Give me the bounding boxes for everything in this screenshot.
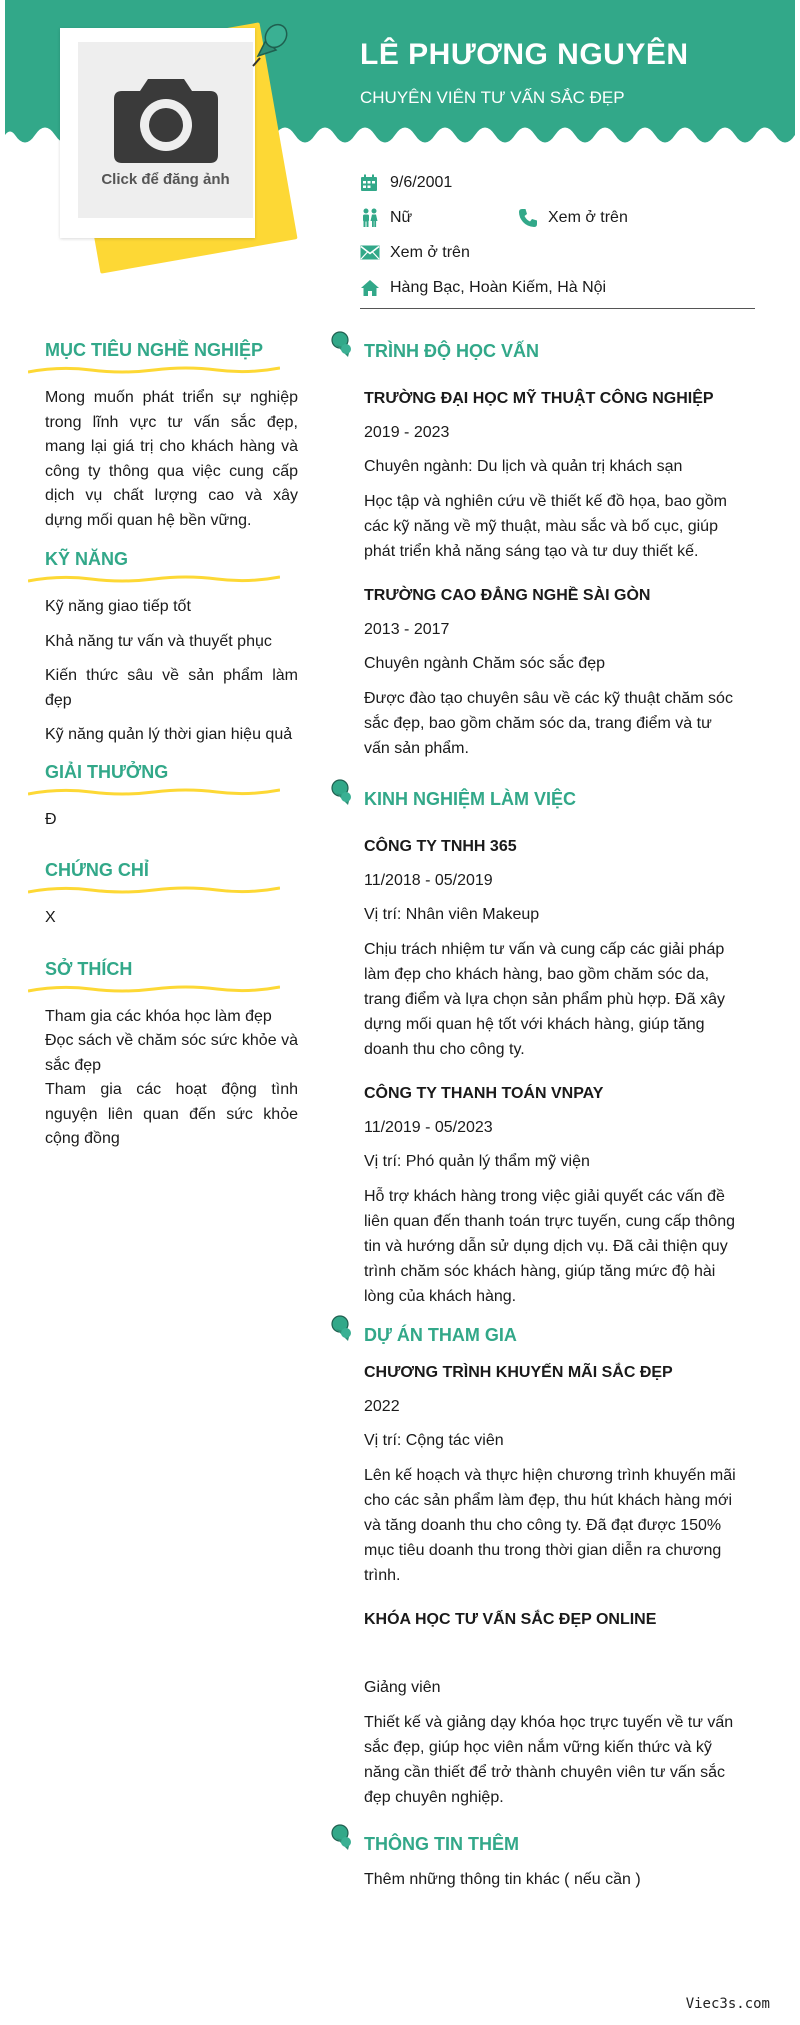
experience-title: KINH NGHIỆM LÀM VIỆC	[364, 789, 577, 809]
entry-sub: Chuyên ngành: Du lịch và quản trị khách sạn	[364, 458, 683, 475]
skill-item: Kỹ năng giao tiếp tốt	[45, 598, 191, 615]
projects-section	[330, 1319, 740, 1810]
phone-value: Xem ở trên	[548, 208, 628, 226]
extra-title: THÔNG TIN THÊM	[364, 1834, 519, 1854]
entry-sub: Vị trí: Cộng tác viên	[364, 1432, 504, 1449]
wave-divider	[28, 573, 280, 585]
extra-text: Thêm những thông tin khác ( nếu cần )	[364, 1871, 641, 1888]
entry-period: 11/2019 - 05/2023	[364, 1119, 493, 1136]
wave-divider	[28, 983, 280, 995]
hobbies-title: SỞ THÍCH	[45, 958, 133, 979]
candidate-name: LÊ PHƯƠNG NGUYÊN	[360, 38, 689, 71]
education-entry	[330, 584, 740, 761]
experience-section	[330, 783, 740, 1309]
entry-org: CÔNG TY THANH TOÁN VNPAY	[364, 1085, 604, 1102]
hobby-item: Tham gia các hoạt động tình nguyện liên quan đến sức khỏe cộng đồng	[45, 1081, 298, 1147]
project-entry	[330, 1361, 740, 1588]
education-section	[330, 335, 740, 761]
contact-info	[360, 165, 755, 305]
camera-icon	[114, 73, 218, 163]
skill-item: Kiến thức sâu về sản phẩm làm đẹp	[45, 667, 298, 709]
entry-period	[364, 1642, 740, 1666]
photo-upload-label: Click để đăng ảnh	[101, 170, 230, 188]
entry-sub: Giảng viên	[364, 1679, 441, 1696]
entry-org: TRƯỜNG CAO ĐẲNG NGHỀ SÀI GÒN	[364, 587, 651, 604]
entry-period: 11/2018 - 05/2019	[364, 872, 493, 889]
entry-desc: Hỗ trợ khách hàng trong việc giải quyết các vấn đề liên quan đến thanh toán trực tuyến, cung cấp thông tin và hướng dẫn sử dụng dịch vụ. Đã cải thiện quy trình chăm sóc khách hàng, giúp tăng mức độ hài lòng của khách hàng.	[364, 1188, 735, 1305]
email-icon	[360, 245, 380, 260]
skill-item: Kỹ năng quản lý thời gian hiệu quả	[45, 726, 293, 743]
pushpin-icon	[330, 779, 356, 809]
info-divider	[360, 308, 755, 309]
skill-item: Khả năng tư vấn và thuyết phục	[45, 632, 272, 650]
extra-section	[330, 1828, 740, 1892]
entry-desc: Được đào tạo chuyên sâu về các kỹ thuật chăm sóc sắc đẹp, bao gồm chăm sóc da, trang điểm và tư vấn sản phẩm.	[364, 690, 733, 757]
entry-org: TRƯỜNG ĐẠI HỌC MỸ THUẬT CÔNG NGHIỆP	[364, 390, 714, 407]
experience-entry	[330, 1082, 740, 1309]
left-column	[28, 330, 298, 1152]
address-value: Hàng Bạc, Hoàn Kiếm, Hà Nội	[390, 278, 607, 296]
education-title: TRÌNH ĐỘ HỌC VẤN	[364, 341, 539, 361]
entry-sub: Vị trí: Nhân viên Makeup	[364, 906, 540, 923]
entry-period: 2013 - 2017	[364, 621, 450, 638]
experience-entry	[330, 835, 740, 1062]
wave-divider	[28, 364, 280, 376]
project-entry	[330, 1608, 740, 1810]
dob-value: 9/6/2001	[390, 173, 453, 191]
entry-period: 2022	[364, 1398, 400, 1415]
objective-text: Mong muốn phát triển sự nghiệp trong lĩnh vực tư vấn sắc đẹp, mang lại giá trị cho khách hàng và công ty thông qua việc cung cấp dịch vụ chất lượng cao và xây dựng mối quan hệ bền vững.	[45, 389, 298, 529]
hobby-item: Tham gia các khóa học làm đẹp	[45, 1007, 272, 1025]
entry-org: KHÓA HỌC TƯ VẤN SẮC ĐẸP ONLINE	[364, 1611, 657, 1628]
entry-sub: Vị trí: Phó quản lý thẩm mỹ viện	[364, 1153, 590, 1170]
gender-icon	[360, 208, 380, 228]
skills-title: KỸ NĂNG	[45, 549, 129, 569]
calendar-icon	[360, 174, 378, 192]
pushpin-icon	[250, 20, 290, 68]
wave-divider	[28, 884, 280, 896]
gender-value: Nữ	[390, 208, 413, 226]
photo-frame	[60, 28, 255, 238]
wave-divider	[28, 786, 280, 798]
entry-desc: Thiết kế và giảng dạy khóa học trực tuyến về tư vấn sắc đẹp, giúp học viên nắm vững kiến thức và kỹ năng cần thiết để trở thành chuyên viên tư vấn sắc đẹp chuyên nghiệp.	[364, 1714, 734, 1806]
phone-icon	[518, 208, 538, 228]
pushpin-icon	[330, 331, 356, 361]
pushpin-icon	[330, 1824, 356, 1854]
watermark: Viec3s.com	[685, 1996, 770, 2012]
entry-period: 2019 - 2023	[364, 424, 450, 441]
education-entry	[330, 387, 740, 564]
right-column	[330, 335, 740, 1892]
entry-sub: Chuyên ngành Chăm sóc sắc đẹp	[364, 655, 606, 672]
projects-title: DỰ ÁN THAM GIA	[364, 1325, 517, 1345]
entry-org: CHƯƠNG TRÌNH KHUYẾN MÃI SẮC ĐẸP	[364, 1364, 673, 1381]
entry-desc: Lên kế hoạch và thực hiện chương trình khuyến mãi cho các sản phẩm làm đẹp, thu hút khách hàng mới và tăng doanh thu cho công ty. Đã đạt được 150% mục tiêu doanh thu trong thời gian diễn ra chương trình.	[364, 1467, 736, 1584]
pushpin-icon	[330, 1315, 356, 1345]
certificates-text: X	[45, 909, 56, 926]
awards-text: Đ	[45, 810, 57, 828]
photo-placeholder[interactable]	[78, 42, 253, 218]
email-value: Xem ở trên	[390, 243, 470, 261]
objective-title: MỤC TIÊU NGHỀ NGHIỆP	[45, 340, 264, 360]
awards-title: GIẢI THƯỞNG	[45, 761, 169, 782]
certificates-title: CHỨNG CHỈ	[45, 860, 149, 880]
entry-desc: Chịu trách nhiệm tư vấn và cung cấp các giải pháp làm đẹp cho khách hàng, bao gồm chăm sóc da, trang điểm và lựa chọn sản phẩm phù hợp. Đã xây dựng mối quan hệ tốt với khách hàng, giúp tăng doanh thu cho công ty.	[364, 941, 725, 1058]
entry-org: CÔNG TY TNHH 365	[364, 838, 517, 855]
job-title: CHUYÊN VIÊN TƯ VẤN SẮC ĐẸP	[360, 88, 625, 107]
hobby-item: Đọc sách về chăm sóc sức khỏe và sắc đẹp	[45, 1032, 298, 1074]
home-icon	[360, 279, 380, 297]
profile-photo[interactable]	[60, 28, 290, 268]
entry-desc: Học tập và nghiên cứu về thiết kế đồ họa, bao gồm các kỹ năng về mỹ thuật, màu sắc và bố cục, giúp phát triển khả năng sáng tạo và tư duy thiết kế.	[364, 493, 727, 560]
